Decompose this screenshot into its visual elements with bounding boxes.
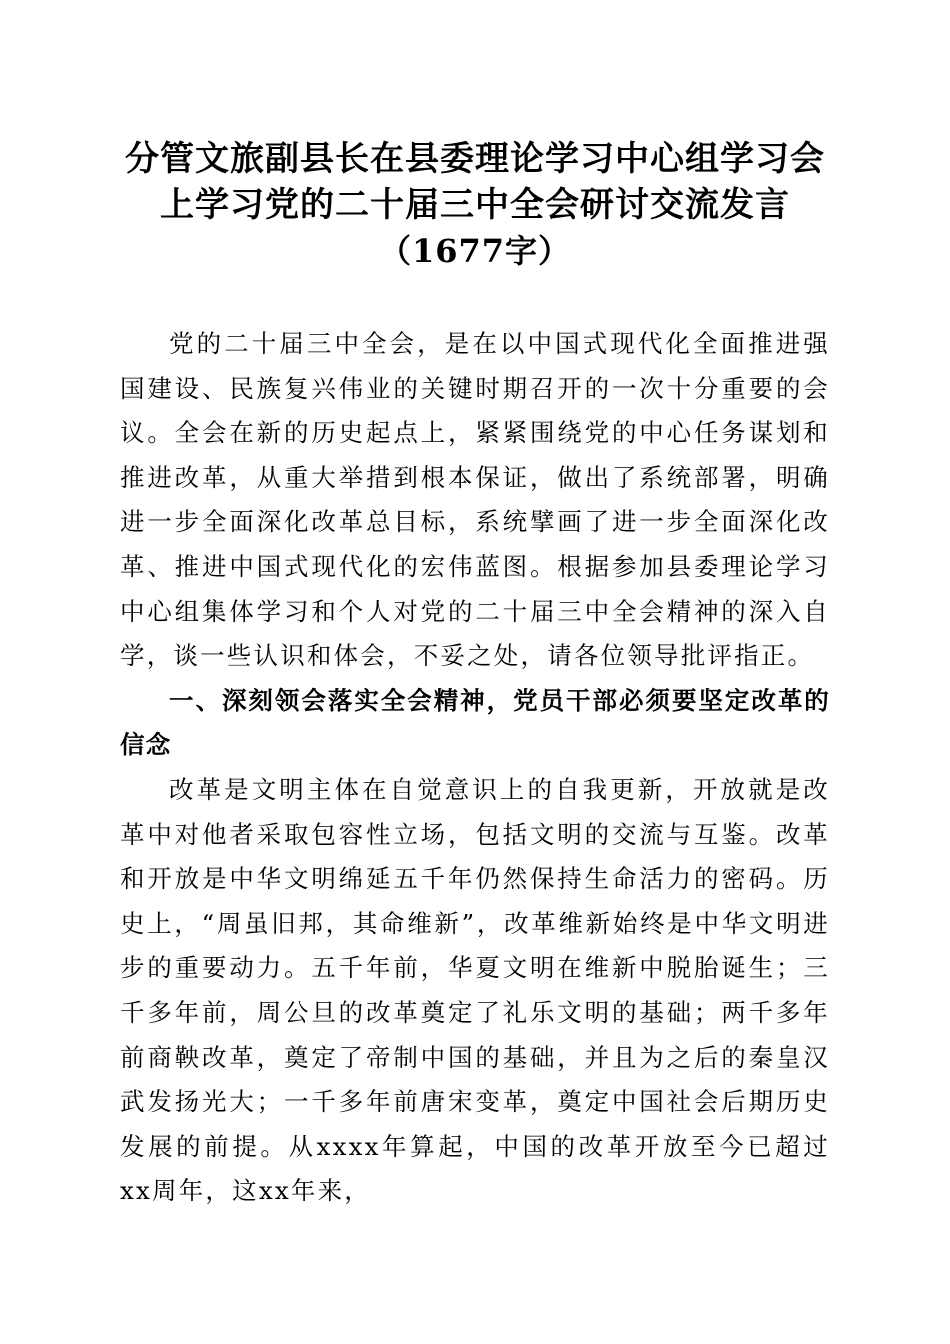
intro-paragraph: 党的二十届三中全会，是在以中国式现代化全面推进强国建设、民族复兴伟业的关键时期召开的一次十分重要的会议。全会在新的历史起点上，紧紧围绕党的中心任务谋划和推进改革，从重大举措到根本保证，做出了系统部署，明确进一步全面深化改革总目标，系统擘画了进一步全面深化改革、推进中国式现代化的宏伟蓝图。根据参加县委理论学习中心组集体学习和个人对党的二十届三中全会精神的深入自学，谈一些认识和体会，不妥之处，请各位领导批评指正。: [120, 329, 830, 671]
title-line-1: 分管文旅副县长在县委理论学习中心组学习会: [125, 139, 825, 179]
document-title: [100, 136, 850, 274]
title-line-2: 上学习党的二十届三中全会研讨交流发言: [160, 185, 790, 225]
section-heading-1: 一、深刻领会落实全会精神，党员干部必须要坚定改革的信念: [120, 685, 830, 760]
section-1-paragraph: 改革是文明主体在自觉意识上的自我更新，开放就是改革中对他者采取包容性立场，包括文明的交流与互鉴。改革和开放是中华文明绵延五千年仍然保持生命活力的密码。历史上，“周虽旧邦，其命维新”，改革维新始终是中华文明进步的重要动力。五千年前，华夏文明在维新中脱胎诞生；三千多年前，周公旦的改革奠定了礼乐文明的基础；两千多年前商鞅改革，奠定了帝制中国的基础，并且为之后的秦皇汉武发扬光大；一千多年前唐宋变革，奠定中国社会后期历史发展的前提。从xxxx年算起，中国的改革开放至今已超过xx周年，这xx年来，: [120, 774, 830, 1206]
document-body: [120, 322, 830, 1214]
title-word-count: （1677字）: [378, 232, 572, 270]
